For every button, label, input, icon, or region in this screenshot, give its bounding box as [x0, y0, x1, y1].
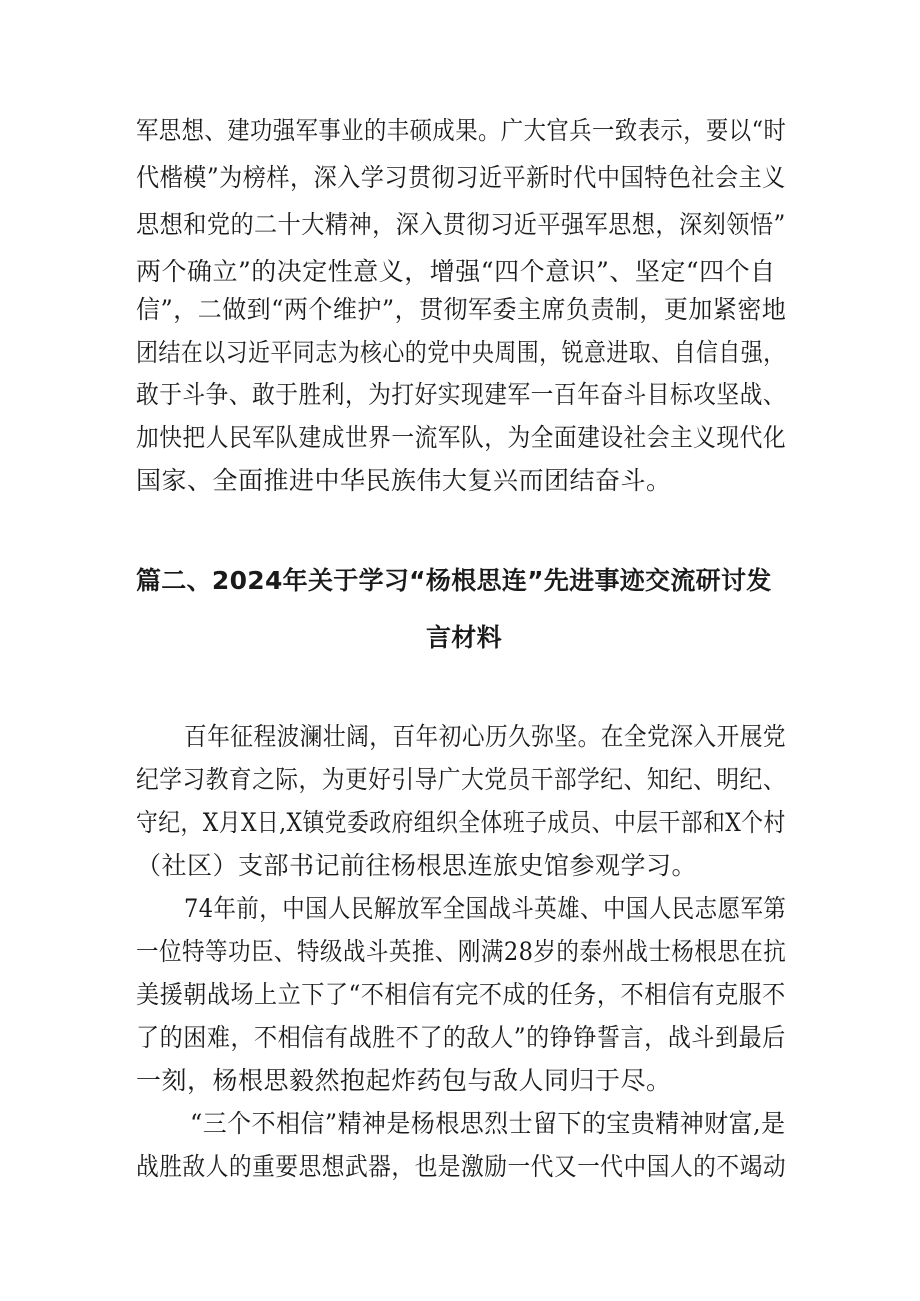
text-line: 思想和党的二十大精神，深入贯彻习近平强军思想，深刻领悟” [136, 210, 786, 239]
text-line: （社区）支部书记前往杨根思连旅史馆参观学习。 [136, 851, 698, 880]
section-heading-line-1: 篇二、2024年关于学习“杨根思连”先进事迹交流研讨发 [136, 566, 772, 595]
text-line: 百年征程波澜壮阔，百年初心历久弥坚。在全党深入开展党 [184, 722, 787, 751]
section-heading-line-2: 言材料 [426, 623, 502, 652]
text-line: 一位特等功臣、特级战斗英推、刚满28岁的泰州战士杨根思在抗 [136, 937, 787, 966]
text-line: 一刻，杨根思毅然抱起炸药包与敌人同归于尽。 [136, 1066, 672, 1095]
text-line: 加快把人民军队建成世界一流军队，为全面建设社会主义现代化 [136, 423, 787, 452]
text-line: 了的困难，不相信有战胜不了的敌人”的铮铮誓言，战斗到最后 [136, 1023, 786, 1052]
text-line: 团结在以习近平同志为核心的党中央周围，锐意进取、自信自强， [136, 338, 786, 367]
text-line: 74年前，中国人民解放军全国战斗英雄、中国人民志愿军第 [184, 894, 787, 923]
text-line: 敢于斗争、敢于胜利，为打好实现建军一百年奋斗目标攻坚战、 [136, 380, 787, 409]
text-line: 守纪，X月X日,X镇党委政府组织全体班子成员、中层干部和X个村 [136, 808, 786, 837]
text-line: 信”，二做到“两个维护”，贯彻军委主席负责制，更加紧密地 [136, 295, 787, 324]
text-line: 国家、全面推进中华民族伟大复兴而团结奋斗。 [136, 466, 672, 495]
text-line: 代楷模”为榜样，深入学习贯彻习近平新时代中国特色社会主义 [136, 163, 786, 192]
text-line: 两个确立”的决定性意义，增强“四个意识”、坚定“四个自 [136, 257, 776, 286]
text-line: 军思想、建功强军事业的丰硕成果。广大官兵一致表示，要以“时 [136, 116, 787, 145]
text-line: 纪学习教育之际，为更好引导广大党员干部学纪、知纪、明纪、 [136, 765, 787, 794]
text-line: 美援朝战场上立下了“不相信有完不成的任务，不相信有克服不 [136, 980, 786, 1009]
text-line: “三个不相信”精神是杨根思烈士留下的宝贵精神财富,是 [190, 1109, 786, 1138]
text-line: 战胜敌人的重要思想武器，也是激励一代又一代中国人的不竭动 [136, 1152, 787, 1181]
